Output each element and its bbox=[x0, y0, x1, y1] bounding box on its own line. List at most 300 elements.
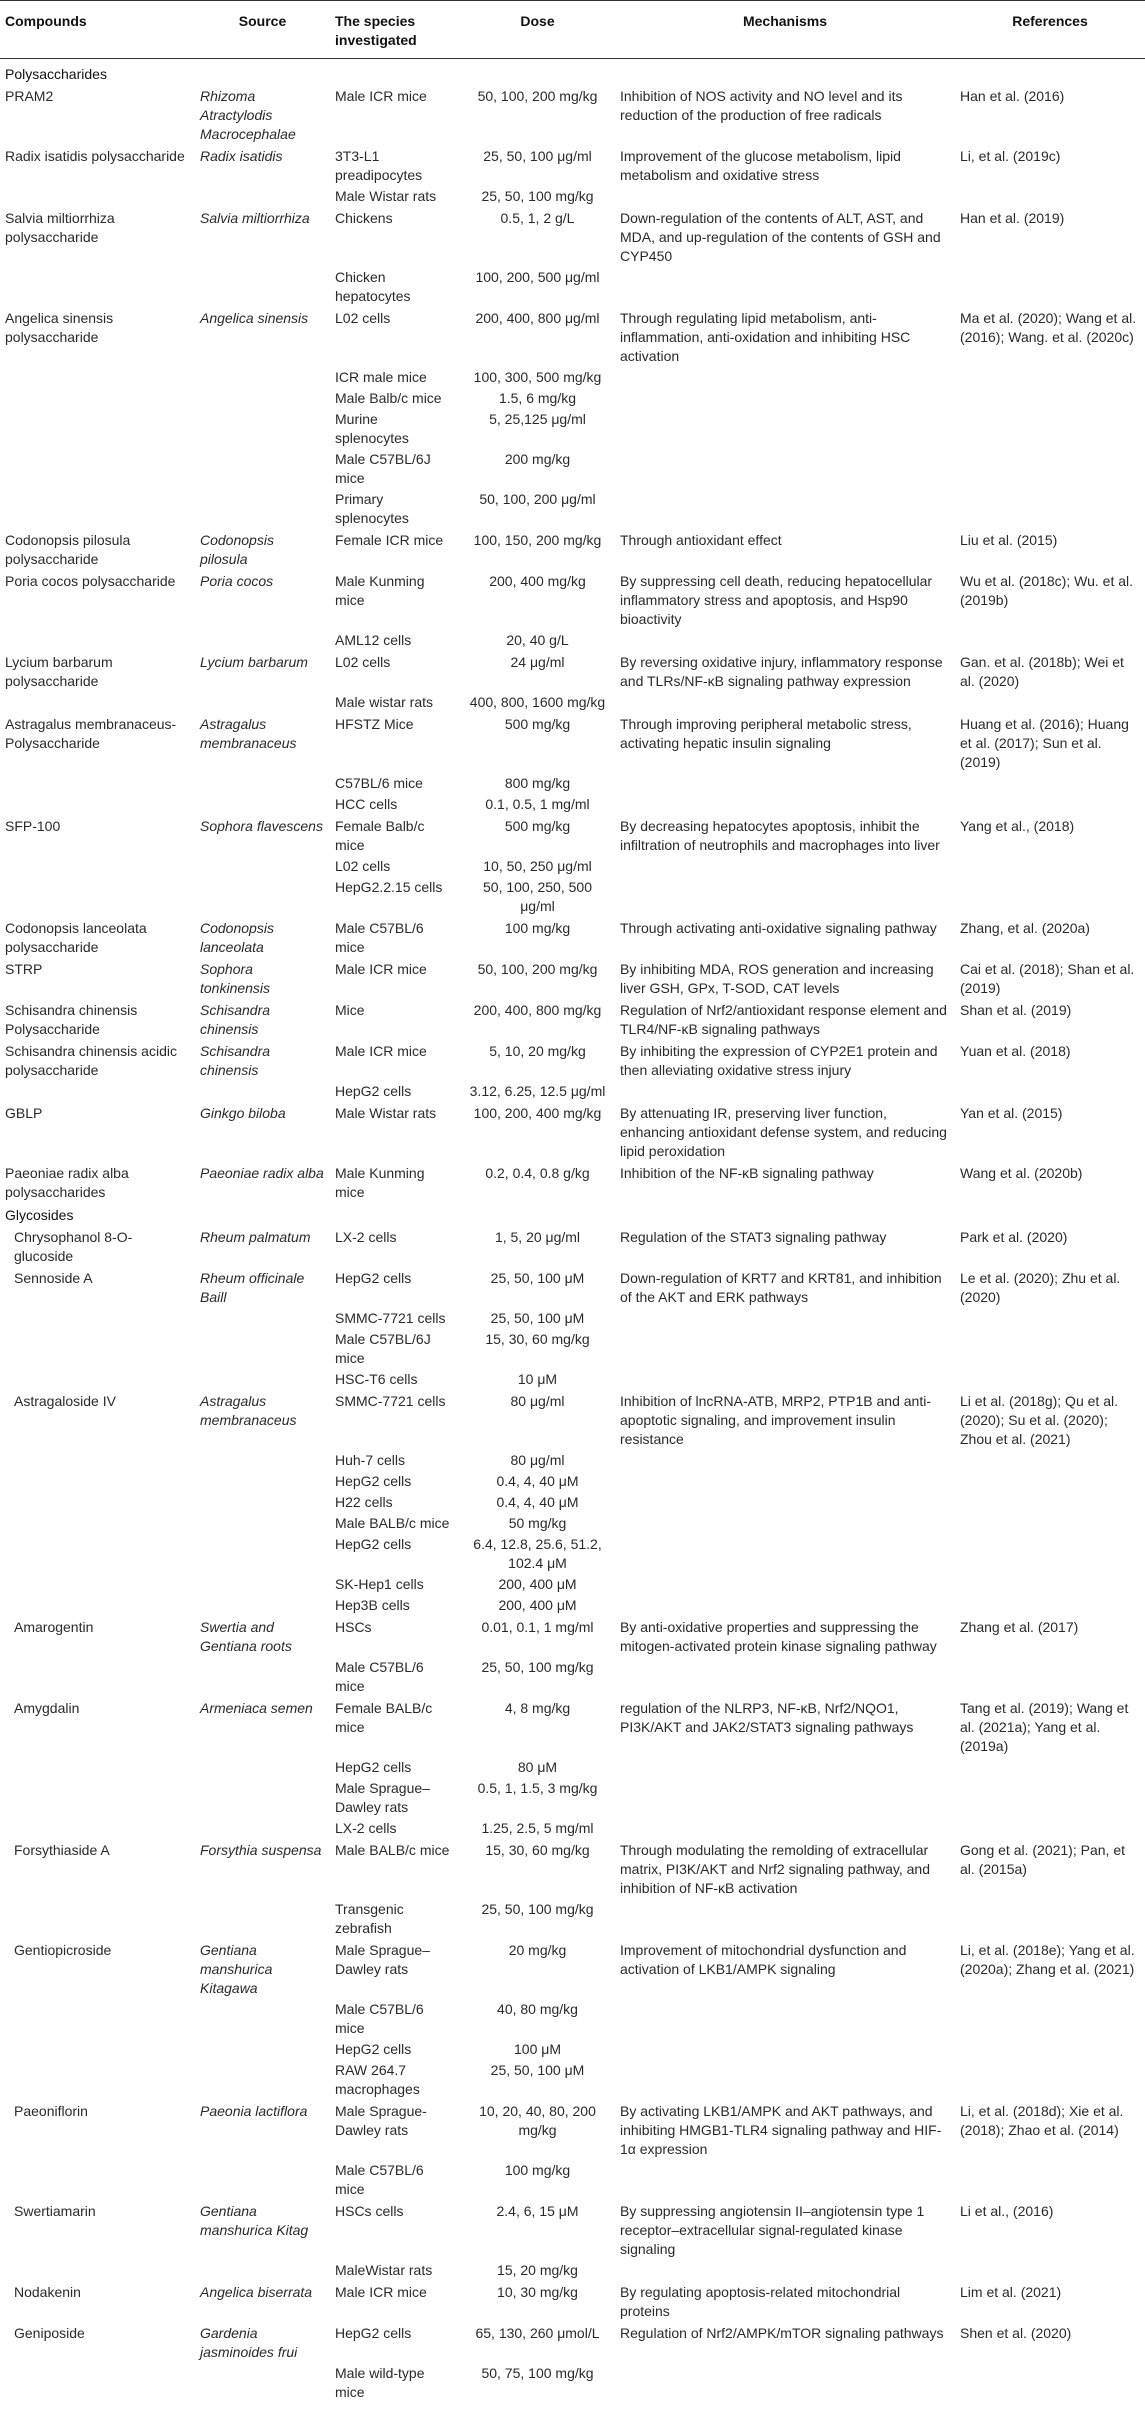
cell-reference: Li et al. (2018g); Qu et al. (2020); Su et al. (2020); Zhou et al. (2021) bbox=[955, 1390, 1145, 1450]
cell-compound: Radix isatidis polysaccharide bbox=[0, 145, 195, 186]
cell-source: Swertia and Gentiana roots bbox=[195, 1616, 330, 1657]
cell-dose: 4, 8 mg/kg bbox=[460, 1697, 615, 1757]
cell-source: Paeoniae radix alba bbox=[195, 1162, 330, 1203]
cell-species: Male Kunming mice bbox=[330, 570, 460, 630]
cell-mechanism: Through regulating lipid metabolism, anti-inflammation, anti-oxidation and inhibiting HSC activation bbox=[615, 307, 955, 367]
cell-compound: Schisandra chinensis acidic polysaccharide bbox=[0, 1040, 195, 1081]
cell-compound: Paeoniae radix alba polysaccharides bbox=[0, 1162, 195, 1203]
cell-compound bbox=[0, 489, 195, 529]
cell-species: Male C57BL/6 mice bbox=[330, 917, 460, 958]
cell-reference: Han et al. (2019) bbox=[955, 207, 1145, 267]
cell-compound: Sennoside A bbox=[0, 1267, 195, 1308]
table-row bbox=[0, 1839, 1145, 1899]
table-row bbox=[0, 815, 1145, 856]
cell-reference bbox=[955, 794, 1145, 815]
cell-species: Murine splenocytes bbox=[330, 409, 460, 449]
cell-compound bbox=[0, 1778, 195, 1818]
cell-mechanism: By suppressing angiotensin II–angiotensin type 1 receptor–extracellular signal-regulated kinase signaling bbox=[615, 2200, 955, 2260]
cell-species: 3T3-L1 preadipocytes bbox=[330, 145, 460, 186]
table-row bbox=[0, 1040, 1145, 1081]
table-row bbox=[0, 145, 1145, 186]
table-row-continuation bbox=[0, 794, 1145, 815]
cell-species: C57BL/6 mice bbox=[330, 773, 460, 794]
cell-compound bbox=[0, 2060, 195, 2100]
cell-species: Male C57BL/6J mice bbox=[330, 1329, 460, 1369]
cell-mechanism: By suppressing cell death, reducing hepatocellular inflammatory stress and apoptosis, and Hsp90 bioactivity bbox=[615, 570, 955, 630]
cell-dose: 15, 30, 60 mg/kg bbox=[460, 1839, 615, 1899]
cell-mechanism bbox=[615, 1574, 955, 1595]
cell-source bbox=[195, 1818, 330, 1839]
cell-species: ICR male mice bbox=[330, 367, 460, 388]
cell-reference bbox=[955, 449, 1145, 489]
table-row-continuation bbox=[0, 1471, 1145, 1492]
cell-dose: 50, 75, 100 mg/kg bbox=[460, 2363, 615, 2410]
cell-compound: STRP bbox=[0, 958, 195, 999]
cell-source bbox=[195, 1657, 330, 1697]
cell-mechanism: By inhibiting MDA, ROS generation and increasing liver GSH, GPx, T-SOD, CAT levels bbox=[615, 958, 955, 999]
cell-mechanism: Through activating anti-oxidative signaling pathway bbox=[615, 917, 955, 958]
cell-compound bbox=[0, 1450, 195, 1471]
table-row-continuation bbox=[0, 367, 1145, 388]
table-row-continuation bbox=[0, 1818, 1145, 1839]
cell-source: Paeonia lactiflora bbox=[195, 2100, 330, 2160]
cell-source: Forsythia suspensa bbox=[195, 1839, 330, 1899]
cell-compound bbox=[0, 388, 195, 409]
table-row-continuation bbox=[0, 1329, 1145, 1369]
cell-mechanism bbox=[615, 856, 955, 877]
cell-species: Male BALB/c mice bbox=[330, 1839, 460, 1899]
cell-source bbox=[195, 267, 330, 307]
cell-species: Male Wistar rats bbox=[330, 1102, 460, 1162]
cell-species: HepG2 cells bbox=[330, 1267, 460, 1308]
table-row-continuation bbox=[0, 856, 1145, 877]
table-row bbox=[0, 570, 1145, 630]
cell-mechanism bbox=[615, 1492, 955, 1513]
cell-dose: 0.4, 4, 40 μM bbox=[460, 1492, 615, 1513]
cell-species: LX-2 cells bbox=[330, 1818, 460, 1839]
table-row bbox=[0, 529, 1145, 570]
cell-compound bbox=[0, 1818, 195, 1839]
cell-compound: Schisandra chinensis Polysaccharide bbox=[0, 999, 195, 1040]
cell-compound: Salvia miltiorrhiza polysaccharide bbox=[0, 207, 195, 267]
cell-species: Female BALB/c mice bbox=[330, 1697, 460, 1757]
cell-species: HFSTZ Mice bbox=[330, 713, 460, 773]
cell-species: Male ICR mice bbox=[330, 1040, 460, 1081]
cell-dose: 20, 40 g/L bbox=[460, 630, 615, 651]
cell-species: HSC-T6 cells bbox=[330, 1369, 460, 1390]
cell-compound: Astragaloside IV bbox=[0, 1390, 195, 1450]
category-label: Glycosides bbox=[0, 1203, 1145, 1226]
cell-dose: 25, 50, 100 μM bbox=[460, 1308, 615, 1329]
cell-species: SMMC-7721 cells bbox=[330, 1308, 460, 1329]
cell-dose: 0.4, 4, 40 μM bbox=[460, 1471, 615, 1492]
cell-dose: 0.5, 1, 1.5, 3 mg/kg bbox=[460, 1778, 615, 1818]
table-row bbox=[0, 85, 1145, 145]
cell-compound: Paeoniflorin bbox=[0, 2100, 195, 2160]
cell-species: Male Sprague–Dawley rats bbox=[330, 1939, 460, 1999]
cell-compound bbox=[0, 1595, 195, 1616]
cell-dose: 200, 400 μM bbox=[460, 1595, 615, 1616]
cell-dose: 50, 100, 250, 500 μg/ml bbox=[460, 877, 615, 917]
cell-compound bbox=[0, 449, 195, 489]
cell-compound: Forsythiaside A bbox=[0, 1839, 195, 1899]
table-row-continuation bbox=[0, 1534, 1145, 1574]
header-compounds: Compounds bbox=[0, 1, 195, 59]
cell-source bbox=[195, 1574, 330, 1595]
cell-source: Angelica biserrata bbox=[195, 2281, 330, 2322]
cell-mechanism bbox=[615, 489, 955, 529]
cell-species: Male BALB/c mice bbox=[330, 1513, 460, 1534]
cell-dose: 10, 30 mg/kg bbox=[460, 2281, 615, 2322]
cell-species: Male Wistar rats bbox=[330, 186, 460, 207]
cell-mechanism: Improvement of mitochondrial dysfunction and activation of LKB1/AMPK signaling bbox=[615, 1939, 955, 1999]
table-row-continuation bbox=[0, 630, 1145, 651]
category-row bbox=[0, 1203, 1145, 1226]
cell-reference: Huang et al. (2016); Huang et al. (2017); Sun et al. (2019) bbox=[955, 713, 1145, 773]
cell-mechanism bbox=[615, 1999, 955, 2039]
cell-reference bbox=[955, 692, 1145, 713]
cell-dose: 100, 200, 400 mg/kg bbox=[460, 1102, 615, 1162]
cell-source bbox=[195, 2260, 330, 2281]
cell-reference: Wu et al. (2018c); Wu. et al. (2019b) bbox=[955, 570, 1145, 630]
cell-species: HepG2 cells bbox=[330, 1471, 460, 1492]
cell-mechanism bbox=[615, 449, 955, 489]
cell-species: Male Sprague-Dawley rats bbox=[330, 2100, 460, 2160]
cell-dose: 100 mg/kg bbox=[460, 2160, 615, 2200]
table-row-continuation bbox=[0, 409, 1145, 449]
cell-species: HepG2 cells bbox=[330, 2322, 460, 2363]
cell-source: Rhizoma Atractylodis Macrocephalae bbox=[195, 85, 330, 145]
cell-source bbox=[195, 2039, 330, 2060]
cell-dose: 3.12, 6.25, 12.5 μg/ml bbox=[460, 1081, 615, 1102]
cell-reference: Yan et al. (2015) bbox=[955, 1102, 1145, 1162]
cell-species: Huh-7 cells bbox=[330, 1450, 460, 1471]
cell-reference: Han et al. (2016) bbox=[955, 85, 1145, 145]
cell-mechanism: Inhibition of NOS activity and NO level and its reduction of the production of free radicals bbox=[615, 85, 955, 145]
cell-reference: Liu et al. (2015) bbox=[955, 529, 1145, 570]
cell-dose: 50, 100, 200 mg/kg bbox=[460, 958, 615, 999]
cell-mechanism bbox=[615, 2039, 955, 2060]
cell-compound: Amygdalin bbox=[0, 1697, 195, 1757]
cell-dose: 100 mg/kg bbox=[460, 917, 615, 958]
cell-source: Gentiana manshurica Kitag bbox=[195, 2200, 330, 2260]
cell-mechanism bbox=[615, 409, 955, 449]
cell-reference bbox=[955, 1308, 1145, 1329]
cell-reference bbox=[955, 1899, 1145, 1939]
cell-source bbox=[195, 1081, 330, 1102]
table-row bbox=[0, 2100, 1145, 2160]
table-row-continuation bbox=[0, 1081, 1145, 1102]
table-row bbox=[0, 999, 1145, 1040]
cell-source bbox=[195, 1999, 330, 2039]
cell-dose: 100 μM bbox=[460, 2039, 615, 2060]
cell-reference bbox=[955, 1999, 1145, 2039]
cell-compound: GBLP bbox=[0, 1102, 195, 1162]
table-row-continuation bbox=[0, 2060, 1145, 2100]
cell-mechanism bbox=[615, 267, 955, 307]
cell-species: Female ICR mice bbox=[330, 529, 460, 570]
cell-reference: Gan. et al. (2018b); Wei et al. (2020) bbox=[955, 651, 1145, 692]
cell-compound: Poria cocos polysaccharide bbox=[0, 570, 195, 630]
cell-species: AML12 cells bbox=[330, 630, 460, 651]
cell-reference bbox=[955, 1369, 1145, 1390]
table-row bbox=[0, 207, 1145, 267]
cell-dose: 25, 50, 100 μg/ml bbox=[460, 145, 615, 186]
cell-dose: 15, 30, 60 mg/kg bbox=[460, 1329, 615, 1369]
cell-reference: Li et al., (2016) bbox=[955, 2200, 1145, 2260]
cell-mechanism bbox=[615, 2160, 955, 2200]
cell-species: HepG2 cells bbox=[330, 1081, 460, 1102]
cell-reference: Li, et al. (2019c) bbox=[955, 145, 1145, 186]
table-row-continuation bbox=[0, 2039, 1145, 2060]
cell-reference bbox=[955, 1818, 1145, 1839]
cell-reference bbox=[955, 773, 1145, 794]
cell-dose: 0.1, 0.5, 1 mg/ml bbox=[460, 794, 615, 815]
cell-compound bbox=[0, 1757, 195, 1778]
cell-reference: Gong et al. (2021); Pan, et al. (2015a) bbox=[955, 1839, 1145, 1899]
cell-dose: 200, 400, 800 μg/ml bbox=[460, 307, 615, 367]
table-row-continuation bbox=[0, 2363, 1145, 2410]
cell-dose: 40, 80 mg/kg bbox=[460, 1999, 615, 2039]
cell-species: Primary splenocytes bbox=[330, 489, 460, 529]
cell-source bbox=[195, 856, 330, 877]
cell-dose: 100, 300, 500 mg/kg bbox=[460, 367, 615, 388]
cell-species: MaleWistar rats bbox=[330, 2260, 460, 2281]
cell-dose: 200, 400 μM bbox=[460, 1574, 615, 1595]
cell-mechanism bbox=[615, 1081, 955, 1102]
cell-compound bbox=[0, 1574, 195, 1595]
table-row bbox=[0, 2281, 1145, 2322]
cell-compound: Chrysophanol 8-O-glucoside bbox=[0, 1226, 195, 1267]
cell-species: HepG2 cells bbox=[330, 2039, 460, 2060]
cell-reference: Zhang, et al. (2020a) bbox=[955, 917, 1145, 958]
cell-species: RAW 264.7 macrophages bbox=[330, 2060, 460, 2100]
cell-reference bbox=[955, 1534, 1145, 1574]
table-header bbox=[0, 1, 1145, 59]
cell-dose: 500 mg/kg bbox=[460, 713, 615, 773]
table-row-continuation bbox=[0, 877, 1145, 917]
cell-species: Transgenic zebrafish bbox=[330, 1899, 460, 1939]
table-row-continuation bbox=[0, 2160, 1145, 2200]
cell-mechanism bbox=[615, 1369, 955, 1390]
table-row-continuation bbox=[0, 1513, 1145, 1534]
cell-compound bbox=[0, 692, 195, 713]
cell-mechanism bbox=[615, 1329, 955, 1369]
cell-compound: Angelica sinensis polysaccharide bbox=[0, 307, 195, 367]
cell-source bbox=[195, 1492, 330, 1513]
cell-source bbox=[195, 1471, 330, 1492]
cell-reference bbox=[955, 1450, 1145, 1471]
cell-source bbox=[195, 794, 330, 815]
cell-species: L02 cells bbox=[330, 307, 460, 367]
cell-source bbox=[195, 388, 330, 409]
cell-source bbox=[195, 186, 330, 207]
cell-dose: 24 μg/ml bbox=[460, 651, 615, 692]
table-row bbox=[0, 307, 1145, 367]
cell-compound bbox=[0, 856, 195, 877]
cell-compound: SFP-100 bbox=[0, 815, 195, 856]
cell-source: Armeniaca semen bbox=[195, 1697, 330, 1757]
cell-source bbox=[195, 1450, 330, 1471]
cell-species: L02 cells bbox=[330, 856, 460, 877]
cell-dose: 800 mg/kg bbox=[460, 773, 615, 794]
cell-dose: 80 μg/ml bbox=[460, 1390, 615, 1450]
cell-compound bbox=[0, 1899, 195, 1939]
cell-reference: Yuan et al. (2018) bbox=[955, 1040, 1145, 1081]
cell-mechanism: Regulation of Nrf2/antioxidant response element and TLR4/NF-κB signaling pathways bbox=[615, 999, 955, 1040]
cell-species: Male ICR mice bbox=[330, 2281, 460, 2322]
cell-mechanism: By attenuating IR, preserving liver function, enhancing antioxidant defense system, and reducing lipid peroxidation bbox=[615, 1102, 955, 1162]
cell-compound bbox=[0, 2363, 195, 2410]
cell-species: SK-Hep1 cells bbox=[330, 1574, 460, 1595]
cell-species: Male Balb/c mice bbox=[330, 388, 460, 409]
cell-compound: Lycium barbarum polysaccharide bbox=[0, 651, 195, 692]
cell-mechanism bbox=[615, 692, 955, 713]
cell-dose: 5, 25,125 μg/ml bbox=[460, 409, 615, 449]
cell-mechanism bbox=[615, 1513, 955, 1534]
cell-species: Male C57BL/6 mice bbox=[330, 1657, 460, 1697]
cell-source: Astragalus membranaceus bbox=[195, 1390, 330, 1450]
cell-source: Sophora flavescens bbox=[195, 815, 330, 856]
cell-compound bbox=[0, 267, 195, 307]
cell-compound bbox=[0, 409, 195, 449]
cell-dose: 25, 50, 100 mg/kg bbox=[460, 186, 615, 207]
cell-mechanism: Through antioxidant effect bbox=[615, 529, 955, 570]
cell-reference bbox=[955, 1081, 1145, 1102]
cell-source bbox=[195, 630, 330, 651]
table-row-continuation bbox=[0, 1657, 1145, 1697]
cell-reference bbox=[955, 1757, 1145, 1778]
cell-reference: Zhang et al. (2017) bbox=[955, 1616, 1145, 1657]
table-row bbox=[0, 2322, 1145, 2363]
cell-mechanism bbox=[615, 388, 955, 409]
cell-compound: Geniposide bbox=[0, 2322, 195, 2363]
cell-compound bbox=[0, 2260, 195, 2281]
cell-dose: 80 μg/ml bbox=[460, 1450, 615, 1471]
cell-dose: 50, 100, 200 mg/kg bbox=[460, 85, 615, 145]
table-row bbox=[0, 1162, 1145, 1203]
cell-compound bbox=[0, 1657, 195, 1697]
cell-species: HSCs cells bbox=[330, 2200, 460, 2260]
table-row-continuation bbox=[0, 489, 1145, 529]
cell-source: Astragalus membranaceus bbox=[195, 713, 330, 773]
cell-reference bbox=[955, 388, 1145, 409]
table-row bbox=[0, 1939, 1145, 1999]
cell-mechanism bbox=[615, 2363, 955, 2410]
cell-compound bbox=[0, 1492, 195, 1513]
cell-dose: 1.25, 2.5, 5 mg/ml bbox=[460, 1818, 615, 1839]
cell-reference bbox=[955, 1595, 1145, 1616]
cell-source: Codonopsis lanceolata bbox=[195, 917, 330, 958]
cell-reference bbox=[955, 2039, 1145, 2060]
cell-species: Male wistar rats bbox=[330, 692, 460, 713]
cell-reference bbox=[955, 409, 1145, 449]
cell-reference: Tang et al. (2019); Wang et al. (2021a); Yang et al. (2019a) bbox=[955, 1697, 1145, 1757]
cell-reference bbox=[955, 2060, 1145, 2100]
cell-mechanism bbox=[615, 877, 955, 917]
cell-source bbox=[195, 1899, 330, 1939]
cell-dose: 1.5, 6 mg/kg bbox=[460, 388, 615, 409]
cell-species: HepG2.2.15 cells bbox=[330, 877, 460, 917]
cell-mechanism: By reversing oxidative injury, inflammatory response and TLRs/NF-κB signaling pathway expression bbox=[615, 651, 955, 692]
cell-source: Schisandra chinensis bbox=[195, 999, 330, 1040]
cell-dose: 0.01, 0.1, 1 mg/ml bbox=[460, 1616, 615, 1657]
cell-dose: 200, 400, 800 mg/kg bbox=[460, 999, 615, 1040]
cell-species: Hep3B cells bbox=[330, 1595, 460, 1616]
cell-reference bbox=[955, 1492, 1145, 1513]
cell-source: Rheum palmatum bbox=[195, 1226, 330, 1267]
cell-reference bbox=[955, 489, 1145, 529]
category-row bbox=[0, 59, 1145, 86]
cell-source: Lycium barbarum bbox=[195, 651, 330, 692]
table-row-continuation bbox=[0, 692, 1145, 713]
cell-compound bbox=[0, 1534, 195, 1574]
table-row-continuation bbox=[0, 1492, 1145, 1513]
cell-mechanism bbox=[615, 1534, 955, 1574]
cell-reference bbox=[955, 630, 1145, 651]
cell-dose: 25, 50, 100 μM bbox=[460, 2060, 615, 2100]
cell-source: Radix isatidis bbox=[195, 145, 330, 186]
cell-compound: Codonopsis pilosula polysaccharide bbox=[0, 529, 195, 570]
cell-dose: 500 mg/kg bbox=[460, 815, 615, 856]
cell-compound bbox=[0, 1329, 195, 1369]
cell-mechanism bbox=[615, 1899, 955, 1939]
cell-species: Chicken hepatocytes bbox=[330, 267, 460, 307]
table-row-continuation bbox=[0, 388, 1145, 409]
cell-source bbox=[195, 1329, 330, 1369]
table-row-continuation bbox=[0, 1595, 1145, 1616]
cell-reference bbox=[955, 186, 1145, 207]
cell-mechanism: Down-regulation of the contents of ALT, AST, and MDA, and up-regulation of the contents of GSH and CYP450 bbox=[615, 207, 955, 267]
cell-mechanism bbox=[615, 2060, 955, 2100]
cell-species: Male C57BL/6 mice bbox=[330, 1999, 460, 2039]
cell-reference bbox=[955, 2260, 1145, 2281]
cell-mechanism bbox=[615, 367, 955, 388]
cell-source bbox=[195, 1595, 330, 1616]
cell-mechanism bbox=[615, 1471, 955, 1492]
cell-source bbox=[195, 1534, 330, 1574]
cell-source bbox=[195, 489, 330, 529]
cell-mechanism: regulation of the NLRP3, NF-κB, Nrf2/NQO1, PI3K/AKT and JAK2/STAT3 signaling pathways bbox=[615, 1697, 955, 1757]
header-references: References bbox=[955, 1, 1145, 59]
cell-dose: 80 μM bbox=[460, 1757, 615, 1778]
cell-species: L02 cells bbox=[330, 651, 460, 692]
table-body bbox=[0, 59, 1145, 2410]
cell-reference: Shan et al. (2019) bbox=[955, 999, 1145, 1040]
table-row-continuation bbox=[0, 2260, 1145, 2281]
cell-source: Angelica sinensis bbox=[195, 307, 330, 367]
table-row bbox=[0, 1226, 1145, 1267]
cell-mechanism bbox=[615, 1450, 955, 1471]
table-row bbox=[0, 1390, 1145, 1450]
category-label: Polysaccharides bbox=[0, 59, 1145, 86]
cell-species: HSCs bbox=[330, 1616, 460, 1657]
table-row bbox=[0, 1697, 1145, 1757]
cell-dose: 1, 5, 20 μg/ml bbox=[460, 1226, 615, 1267]
table-row bbox=[0, 1267, 1145, 1308]
cell-source bbox=[195, 1513, 330, 1534]
cell-source: Salvia miltiorrhiza bbox=[195, 207, 330, 267]
cell-mechanism bbox=[615, 773, 955, 794]
cell-species: Male wild-type mice bbox=[330, 2363, 460, 2410]
cell-mechanism: Regulation of Nrf2/AMPK/mTOR signaling pathways bbox=[615, 2322, 955, 2363]
cell-dose: 200 mg/kg bbox=[460, 449, 615, 489]
cell-reference bbox=[955, 367, 1145, 388]
cell-mechanism bbox=[615, 1657, 955, 1697]
cell-reference bbox=[955, 856, 1145, 877]
cell-mechanism bbox=[615, 1818, 955, 1839]
table-row-continuation bbox=[0, 1308, 1145, 1329]
